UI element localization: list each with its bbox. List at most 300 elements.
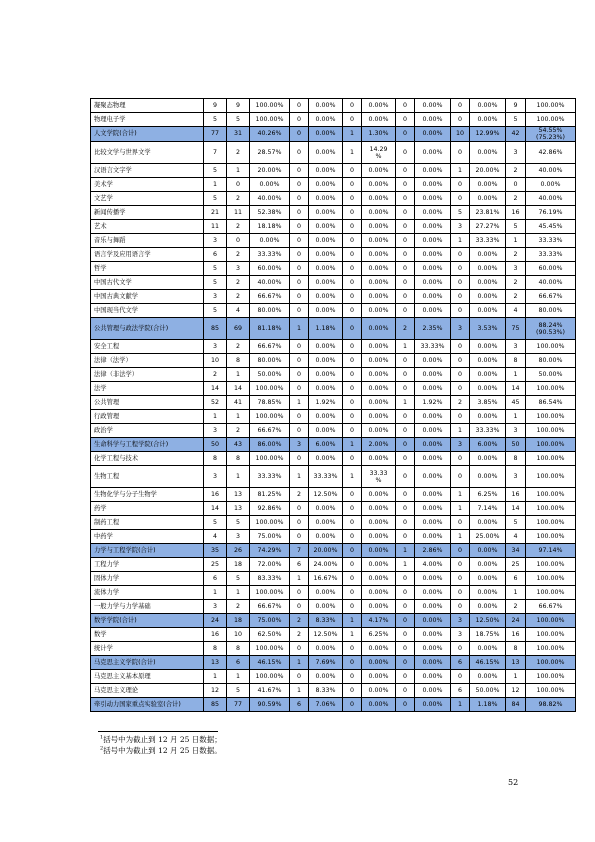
value-cell: 8	[227, 354, 250, 368]
value-cell: 0	[396, 354, 415, 368]
value-cell: 40.00%	[526, 164, 576, 178]
value-cell: 75.00%	[250, 614, 290, 628]
value-cell: 0	[290, 234, 309, 248]
table-row	[91, 142, 576, 164]
value-cell: 6.25%	[470, 488, 506, 502]
value-cell: 0.00%	[362, 452, 396, 466]
table-row	[91, 396, 576, 410]
value-cell: 0	[343, 502, 362, 516]
value-cell: 0	[343, 192, 362, 206]
value-cell: 24.00%	[309, 558, 343, 572]
table-row	[91, 670, 576, 684]
value-cell: 0	[343, 452, 362, 466]
value-cell: 16.67%	[309, 572, 343, 586]
table-row	[91, 586, 576, 600]
value-cell: 7	[204, 142, 227, 164]
value-cell: 83.33%	[250, 572, 290, 586]
value-cell: 0.00%	[470, 670, 506, 684]
value-cell: 0	[290, 206, 309, 220]
value-cell: 80.00%	[526, 354, 576, 368]
value-cell: 100.00%	[526, 516, 576, 530]
value-cell: 0.00%	[415, 600, 451, 614]
value-cell: 1	[227, 466, 250, 488]
value-cell: 0.00%	[362, 99, 396, 113]
row-name-cell: 艺术	[91, 220, 204, 234]
value-cell: 0	[451, 248, 470, 262]
value-cell: 3	[227, 262, 250, 276]
value-cell: 6	[204, 572, 227, 586]
value-cell: 100.00%	[250, 410, 290, 424]
value-cell: 0	[451, 642, 470, 656]
value-cell: 0	[451, 113, 470, 127]
value-cell: 33.33 %	[362, 466, 396, 488]
value-cell: 85	[204, 698, 227, 712]
value-cell: 0.00%	[415, 113, 451, 127]
value-cell: 0	[451, 670, 470, 684]
value-cell: 0.00%	[415, 142, 451, 164]
row-name-cell: 法律（法学）	[91, 354, 204, 368]
row-name-cell: 中国现当代文学	[91, 304, 204, 318]
value-cell: 0.00%	[309, 516, 343, 530]
value-cell: 100.00%	[526, 340, 576, 354]
table-row	[91, 628, 576, 642]
value-cell: 0.00%	[415, 656, 451, 670]
value-cell: 0.00%	[362, 290, 396, 304]
value-cell: 74.29%	[250, 544, 290, 558]
table-row-total	[91, 318, 576, 340]
value-cell: 100.00%	[526, 642, 576, 656]
table-body	[91, 99, 576, 712]
table-row	[91, 488, 576, 502]
value-cell: 52.38%	[250, 206, 290, 220]
value-cell: 100.00%	[526, 656, 576, 670]
value-cell: 0.00%	[362, 530, 396, 544]
value-cell: 0	[343, 178, 362, 192]
value-cell: 43	[227, 438, 250, 452]
value-cell: 0	[451, 276, 470, 290]
row-name-cell: 汉语言文字学	[91, 164, 204, 178]
row-name-cell: 物理电子学	[91, 113, 204, 127]
value-cell: 0	[451, 178, 470, 192]
value-cell: 0.00%	[362, 656, 396, 670]
value-cell: 16	[506, 628, 526, 642]
value-cell: 0.00%	[309, 670, 343, 684]
row-name-cell: 生命科学与工程学院(合计)	[91, 438, 204, 452]
value-cell: 1	[343, 438, 362, 452]
value-cell: 0	[396, 142, 415, 164]
value-cell: 0	[396, 586, 415, 600]
value-cell: 0.00%	[415, 354, 451, 368]
value-cell: 0.00%	[415, 516, 451, 530]
row-name-cell: 流体力学	[91, 586, 204, 600]
value-cell: 0.00%	[309, 304, 343, 318]
value-cell: 1.18%	[309, 318, 343, 340]
value-cell: 0.00%	[362, 340, 396, 354]
value-cell: 3	[204, 234, 227, 248]
value-cell: 0	[396, 410, 415, 424]
value-cell: 5	[506, 113, 526, 127]
value-cell: 0	[396, 164, 415, 178]
value-cell: 5	[204, 276, 227, 290]
value-cell: 78.85%	[250, 396, 290, 410]
value-cell: 0.00%	[362, 488, 396, 502]
value-cell: 6	[227, 656, 250, 670]
row-name-cell: 法学	[91, 382, 204, 396]
value-cell: 5	[506, 220, 526, 234]
table-row	[91, 424, 576, 438]
value-cell: 2	[506, 192, 526, 206]
value-cell: 6	[204, 248, 227, 262]
value-cell: 3	[451, 614, 470, 628]
value-cell: 0	[396, 248, 415, 262]
table-row	[91, 684, 576, 698]
value-cell: 0	[343, 248, 362, 262]
value-cell: 100.00%	[526, 502, 576, 516]
value-cell: 0.00%	[415, 572, 451, 586]
value-cell: 0	[343, 234, 362, 248]
value-cell: 0	[451, 466, 470, 488]
value-cell: 0.00%	[362, 410, 396, 424]
value-cell: 100.00%	[526, 614, 576, 628]
value-cell: 0.00%	[470, 340, 506, 354]
value-cell: 0	[396, 276, 415, 290]
value-cell: 0.00%	[415, 206, 451, 220]
value-cell: 2	[290, 488, 309, 502]
value-cell: 0.00%	[362, 304, 396, 318]
value-cell: 5	[227, 113, 250, 127]
value-cell: 6	[451, 684, 470, 698]
value-cell: 0.00%	[362, 354, 396, 368]
value-cell: 50.00%	[250, 368, 290, 382]
value-cell: 0.00%	[470, 600, 506, 614]
value-cell: 5	[451, 206, 470, 220]
value-cell: 100.00%	[250, 670, 290, 684]
value-cell: 2	[506, 290, 526, 304]
value-cell: 50	[204, 438, 227, 452]
value-cell: 84	[506, 698, 526, 712]
row-name-cell: 政治学	[91, 424, 204, 438]
value-cell: 100.00%	[526, 558, 576, 572]
value-cell: 0	[451, 600, 470, 614]
value-cell: 0.00%	[470, 410, 506, 424]
value-cell: 3	[506, 340, 526, 354]
value-cell: 0	[396, 684, 415, 698]
value-cell: 0.00%	[415, 127, 451, 142]
value-cell: 100.00%	[250, 516, 290, 530]
value-cell: 0.00%	[415, 452, 451, 466]
value-cell: 69	[227, 318, 250, 340]
value-cell: 0.00%	[415, 670, 451, 684]
value-cell: 1	[451, 164, 470, 178]
value-cell: 0.00%	[362, 164, 396, 178]
value-cell: 0.00%	[362, 113, 396, 127]
value-cell: 40.00%	[250, 192, 290, 206]
value-cell: 0.00%	[470, 382, 506, 396]
value-cell: 1	[204, 670, 227, 684]
value-cell: 1	[204, 586, 227, 600]
value-cell: 0.00%	[309, 220, 343, 234]
value-cell: 0.00%	[362, 234, 396, 248]
value-cell: 0	[343, 368, 362, 382]
value-cell: 33.33%	[526, 248, 576, 262]
value-cell: 0	[451, 558, 470, 572]
value-cell: 1	[396, 340, 415, 354]
value-cell: 0.00%	[470, 99, 506, 113]
value-cell: 0	[396, 466, 415, 488]
value-cell: 0	[396, 516, 415, 530]
value-cell: 75	[506, 318, 526, 340]
value-cell: 7.14%	[470, 502, 506, 516]
value-cell: 1.92%	[309, 396, 343, 410]
value-cell: 0	[290, 290, 309, 304]
value-cell: 0	[396, 220, 415, 234]
value-cell: 100.00%	[250, 382, 290, 396]
value-cell: 0	[343, 396, 362, 410]
value-cell: 0	[290, 410, 309, 424]
row-name-cell: 音乐与舞蹈	[91, 234, 204, 248]
value-cell: 5	[204, 192, 227, 206]
value-cell: 0.00%	[309, 178, 343, 192]
table-row-total	[91, 656, 576, 670]
value-cell: 1	[506, 410, 526, 424]
value-cell: 77	[204, 127, 227, 142]
value-cell: 0	[396, 262, 415, 276]
value-cell: 0.00%	[309, 290, 343, 304]
value-cell: 8.33%	[309, 614, 343, 628]
value-cell: 0	[343, 558, 362, 572]
value-cell: 0.00%	[362, 396, 396, 410]
row-name-cell: 统计学	[91, 642, 204, 656]
row-name-cell: 美术学	[91, 178, 204, 192]
value-cell: 33.33%	[309, 466, 343, 488]
row-name-cell: 生物工程	[91, 466, 204, 488]
value-cell: 0	[396, 192, 415, 206]
value-cell: 12.50%	[309, 488, 343, 502]
value-cell: 0.00%	[415, 368, 451, 382]
value-cell: 2	[227, 248, 250, 262]
value-cell: 100.00%	[250, 99, 290, 113]
value-cell: 3	[451, 318, 470, 340]
value-cell: 0	[290, 530, 309, 544]
value-cell: 0	[343, 656, 362, 670]
row-name-cell: 制药工程	[91, 516, 204, 530]
value-cell: 0.00%	[470, 304, 506, 318]
value-cell: 1	[290, 318, 309, 340]
value-cell: 0.00%	[470, 113, 506, 127]
value-cell: 0	[451, 368, 470, 382]
value-cell: 0.00%	[309, 502, 343, 516]
table-row-total	[91, 544, 576, 558]
value-cell: 0	[396, 424, 415, 438]
value-cell: 0.00%	[470, 290, 506, 304]
value-cell: 0	[451, 192, 470, 206]
value-cell: 0	[227, 178, 250, 192]
value-cell: 1	[506, 586, 526, 600]
value-cell: 0.00%	[415, 262, 451, 276]
value-cell: 0	[290, 354, 309, 368]
value-cell: 2	[506, 248, 526, 262]
value-cell: 12	[506, 684, 526, 698]
value-cell: 0	[343, 276, 362, 290]
value-cell: 41	[227, 396, 250, 410]
value-cell: 0	[290, 304, 309, 318]
footnote-2: $^2$括号中为截止到 12 月 25 日数据。	[100, 745, 222, 755]
value-cell: 0.00%	[415, 248, 451, 262]
value-cell: 0.00%	[362, 424, 396, 438]
value-cell: 0.00%	[415, 424, 451, 438]
value-cell: 20.00%	[250, 164, 290, 178]
table-row	[91, 262, 576, 276]
value-cell: 0.00%	[309, 382, 343, 396]
value-cell: 8	[204, 452, 227, 466]
value-cell: 0.00%	[415, 488, 451, 502]
value-cell: 0	[227, 234, 250, 248]
value-cell: 12.50%	[309, 628, 343, 642]
value-cell: 3	[506, 466, 526, 488]
value-cell: 16	[506, 488, 526, 502]
value-cell: 0	[396, 656, 415, 670]
value-cell: 0.00%	[362, 684, 396, 698]
value-cell: 24	[204, 614, 227, 628]
value-cell: 66.67%	[250, 340, 290, 354]
value-cell: 3	[506, 142, 526, 164]
value-cell: 7.69%	[309, 656, 343, 670]
value-cell: 10	[227, 628, 250, 642]
value-cell: 0	[343, 424, 362, 438]
value-cell: 0.00%	[415, 684, 451, 698]
value-cell: 13	[227, 502, 250, 516]
value-cell: 0.00%	[526, 178, 576, 192]
value-cell: 0	[290, 178, 309, 192]
value-cell: 0.00%	[362, 206, 396, 220]
value-cell: 3.53%	[470, 318, 506, 340]
value-cell: 0	[396, 113, 415, 127]
value-cell: 0	[290, 368, 309, 382]
value-cell: 3	[204, 600, 227, 614]
value-cell: 0.00%	[309, 127, 343, 142]
value-cell: 6	[290, 698, 309, 712]
value-cell: 66.67%	[526, 600, 576, 614]
value-cell: 33.33%	[470, 234, 506, 248]
value-cell: 0.00%	[362, 248, 396, 262]
value-cell: 2	[396, 318, 415, 340]
value-cell: 85	[204, 318, 227, 340]
value-cell: 2	[227, 290, 250, 304]
row-name-cell: 语言学及应用语言学	[91, 248, 204, 262]
value-cell: 34	[506, 544, 526, 558]
value-cell: 40.00%	[250, 276, 290, 290]
value-cell: 100.00%	[526, 628, 576, 642]
value-cell: 0	[396, 614, 415, 628]
value-cell: 0.00%	[470, 516, 506, 530]
value-cell: 0.00%	[362, 262, 396, 276]
value-cell: 18.75%	[470, 628, 506, 642]
value-cell: 0	[290, 424, 309, 438]
value-cell: 1	[227, 410, 250, 424]
value-cell: 100.00%	[526, 670, 576, 684]
value-cell: 0.00%	[362, 670, 396, 684]
row-name-cell: 一般力学与力学基础	[91, 600, 204, 614]
value-cell: 1	[396, 544, 415, 558]
value-cell: 1	[290, 656, 309, 670]
value-cell: 50	[506, 438, 526, 452]
value-cell: 0.00%	[362, 698, 396, 712]
value-cell: 46.15%	[470, 656, 506, 670]
value-cell: 0	[506, 178, 526, 192]
table-row	[91, 452, 576, 466]
value-cell: 13	[506, 656, 526, 670]
value-cell: 86.54%	[526, 396, 576, 410]
table-row-total	[91, 438, 576, 452]
row-name-cell: 数学	[91, 628, 204, 642]
value-cell: 0	[396, 178, 415, 192]
value-cell: 12	[204, 684, 227, 698]
value-cell: 0	[343, 99, 362, 113]
value-cell: 18	[227, 614, 250, 628]
value-cell: 3	[451, 220, 470, 234]
value-cell: 0	[396, 600, 415, 614]
value-cell: 0.00%	[470, 466, 506, 488]
value-cell: 0.00%	[470, 544, 506, 558]
value-cell: 100.00%	[250, 452, 290, 466]
value-cell: 0.00%	[309, 248, 343, 262]
value-cell: 1.92%	[415, 396, 451, 410]
value-cell: 54.55% (75.23%)	[526, 127, 576, 142]
value-cell: 0.00%	[250, 234, 290, 248]
value-cell: 80.00%	[250, 354, 290, 368]
value-cell: 35	[204, 544, 227, 558]
table-row	[91, 410, 576, 424]
value-cell: 0	[290, 142, 309, 164]
value-cell: 1	[227, 368, 250, 382]
value-cell: 1	[204, 178, 227, 192]
value-cell: 1	[290, 396, 309, 410]
value-cell: 0.00%	[309, 424, 343, 438]
value-cell: 0	[343, 304, 362, 318]
value-cell: 33.33%	[250, 466, 290, 488]
value-cell: 1	[343, 614, 362, 628]
value-cell: 1.18%	[470, 698, 506, 712]
value-cell: 1	[506, 368, 526, 382]
table-row	[91, 248, 576, 262]
value-cell: 0.00%	[470, 262, 506, 276]
row-name-cell: 牵引动力国家重点实验室(合计)	[91, 698, 204, 712]
value-cell: 0	[290, 164, 309, 178]
value-cell: 1	[451, 234, 470, 248]
value-cell: 0.00%	[415, 438, 451, 452]
value-cell: 0	[290, 99, 309, 113]
row-name-cell: 生物化学与分子生物学	[91, 488, 204, 502]
table-row	[91, 113, 576, 127]
value-cell: 100.00%	[526, 113, 576, 127]
value-cell: 0	[396, 698, 415, 712]
value-cell: 25.00%	[470, 530, 506, 544]
value-cell: 0.00%	[415, 178, 451, 192]
value-cell: 12.99%	[470, 127, 506, 142]
value-cell: 1	[506, 670, 526, 684]
row-name-cell: 马克思主义理论	[91, 684, 204, 698]
table-row	[91, 516, 576, 530]
value-cell: 80.00%	[526, 304, 576, 318]
value-cell: 3	[506, 424, 526, 438]
value-cell: 0	[396, 304, 415, 318]
value-cell: 0	[290, 220, 309, 234]
value-cell: 0.00%	[362, 276, 396, 290]
value-cell: 0.00%	[415, 99, 451, 113]
value-cell: 0	[290, 642, 309, 656]
value-cell: 5	[204, 516, 227, 530]
value-cell: 60.00%	[250, 262, 290, 276]
